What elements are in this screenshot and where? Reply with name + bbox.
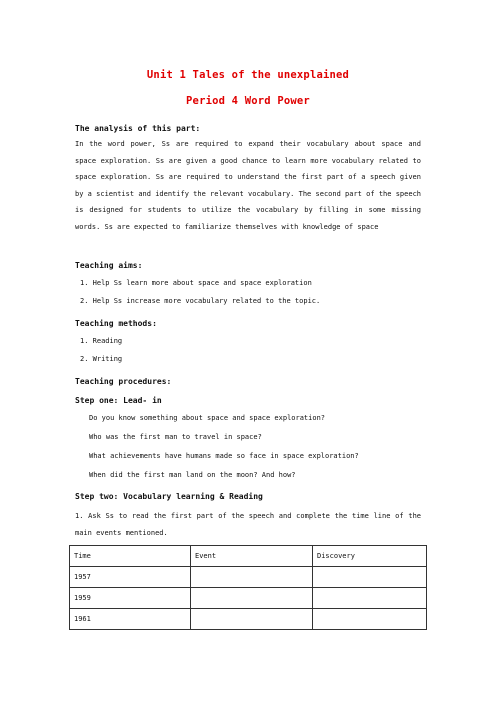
analysis-paragraph: In the word power, Ss are required to expand their vocabulary about space and space exploration. Ss are given a good chance to learn more vocabulary related to space exploration. Ss are required to understand the first part of a speech given by a scientist and identify the relevant vocabulary. The second part of the speech is designed for students to utilize the vocabulary by filling in some missing words. Ss are expected to familiarize themselves with knowledge of space [75,140,421,231]
lead-in-question: Do you know something about space and space exploration? [89,414,326,422]
lead-in-question: Who was the first man to travel in space? [89,433,262,441]
cell-time: 1957 [70,567,191,588]
lead-in-question: When did the first man land on the moon? And how? [89,471,296,479]
unit-title: Unit 1 Tales of the unexplained [146,69,350,81]
analysis-heading: The analysis of this part: [75,124,201,133]
cell-event [191,609,313,630]
table-row [70,567,427,588]
method-item: 2. Writing [80,355,123,363]
cell-discovery [313,588,427,609]
step-two-heading: Step two: Vocabulary learning & Reading [75,492,263,501]
method-item: 1. Reading [80,337,123,345]
cell-discovery [313,609,427,630]
table-row [70,609,427,630]
header-discovery: Discovery [313,546,427,567]
timeline-table [69,545,427,630]
step-two-task: 1. Ask Ss to read the first part of the speech and complete the time line of the main events mentioned. [75,512,421,537]
period-title: Period 4 Word Power [186,95,310,107]
methods-heading: Teaching methods: [75,319,157,328]
table-row [70,588,427,609]
cell-discovery [313,567,427,588]
cell-event [191,567,313,588]
step-one-heading: Step one: Lead- in [75,396,162,405]
header-event: Event [191,546,313,567]
procedures-heading: Teaching procedures: [75,377,172,386]
aims-heading: Teaching aims: [75,261,143,270]
table-header-row [70,546,427,567]
aim-item: 2. Help Ss increase more vocabulary related to the topic. [80,297,321,305]
aim-item: 1. Help Ss learn more about space and space exploration [80,279,312,287]
cell-event [191,588,313,609]
lead-in-question: What achievements have humans made so face in space exploration? [89,452,359,460]
cell-time: 1961 [70,609,191,630]
header-time: Time [70,546,191,567]
cell-time: 1959 [70,588,191,609]
